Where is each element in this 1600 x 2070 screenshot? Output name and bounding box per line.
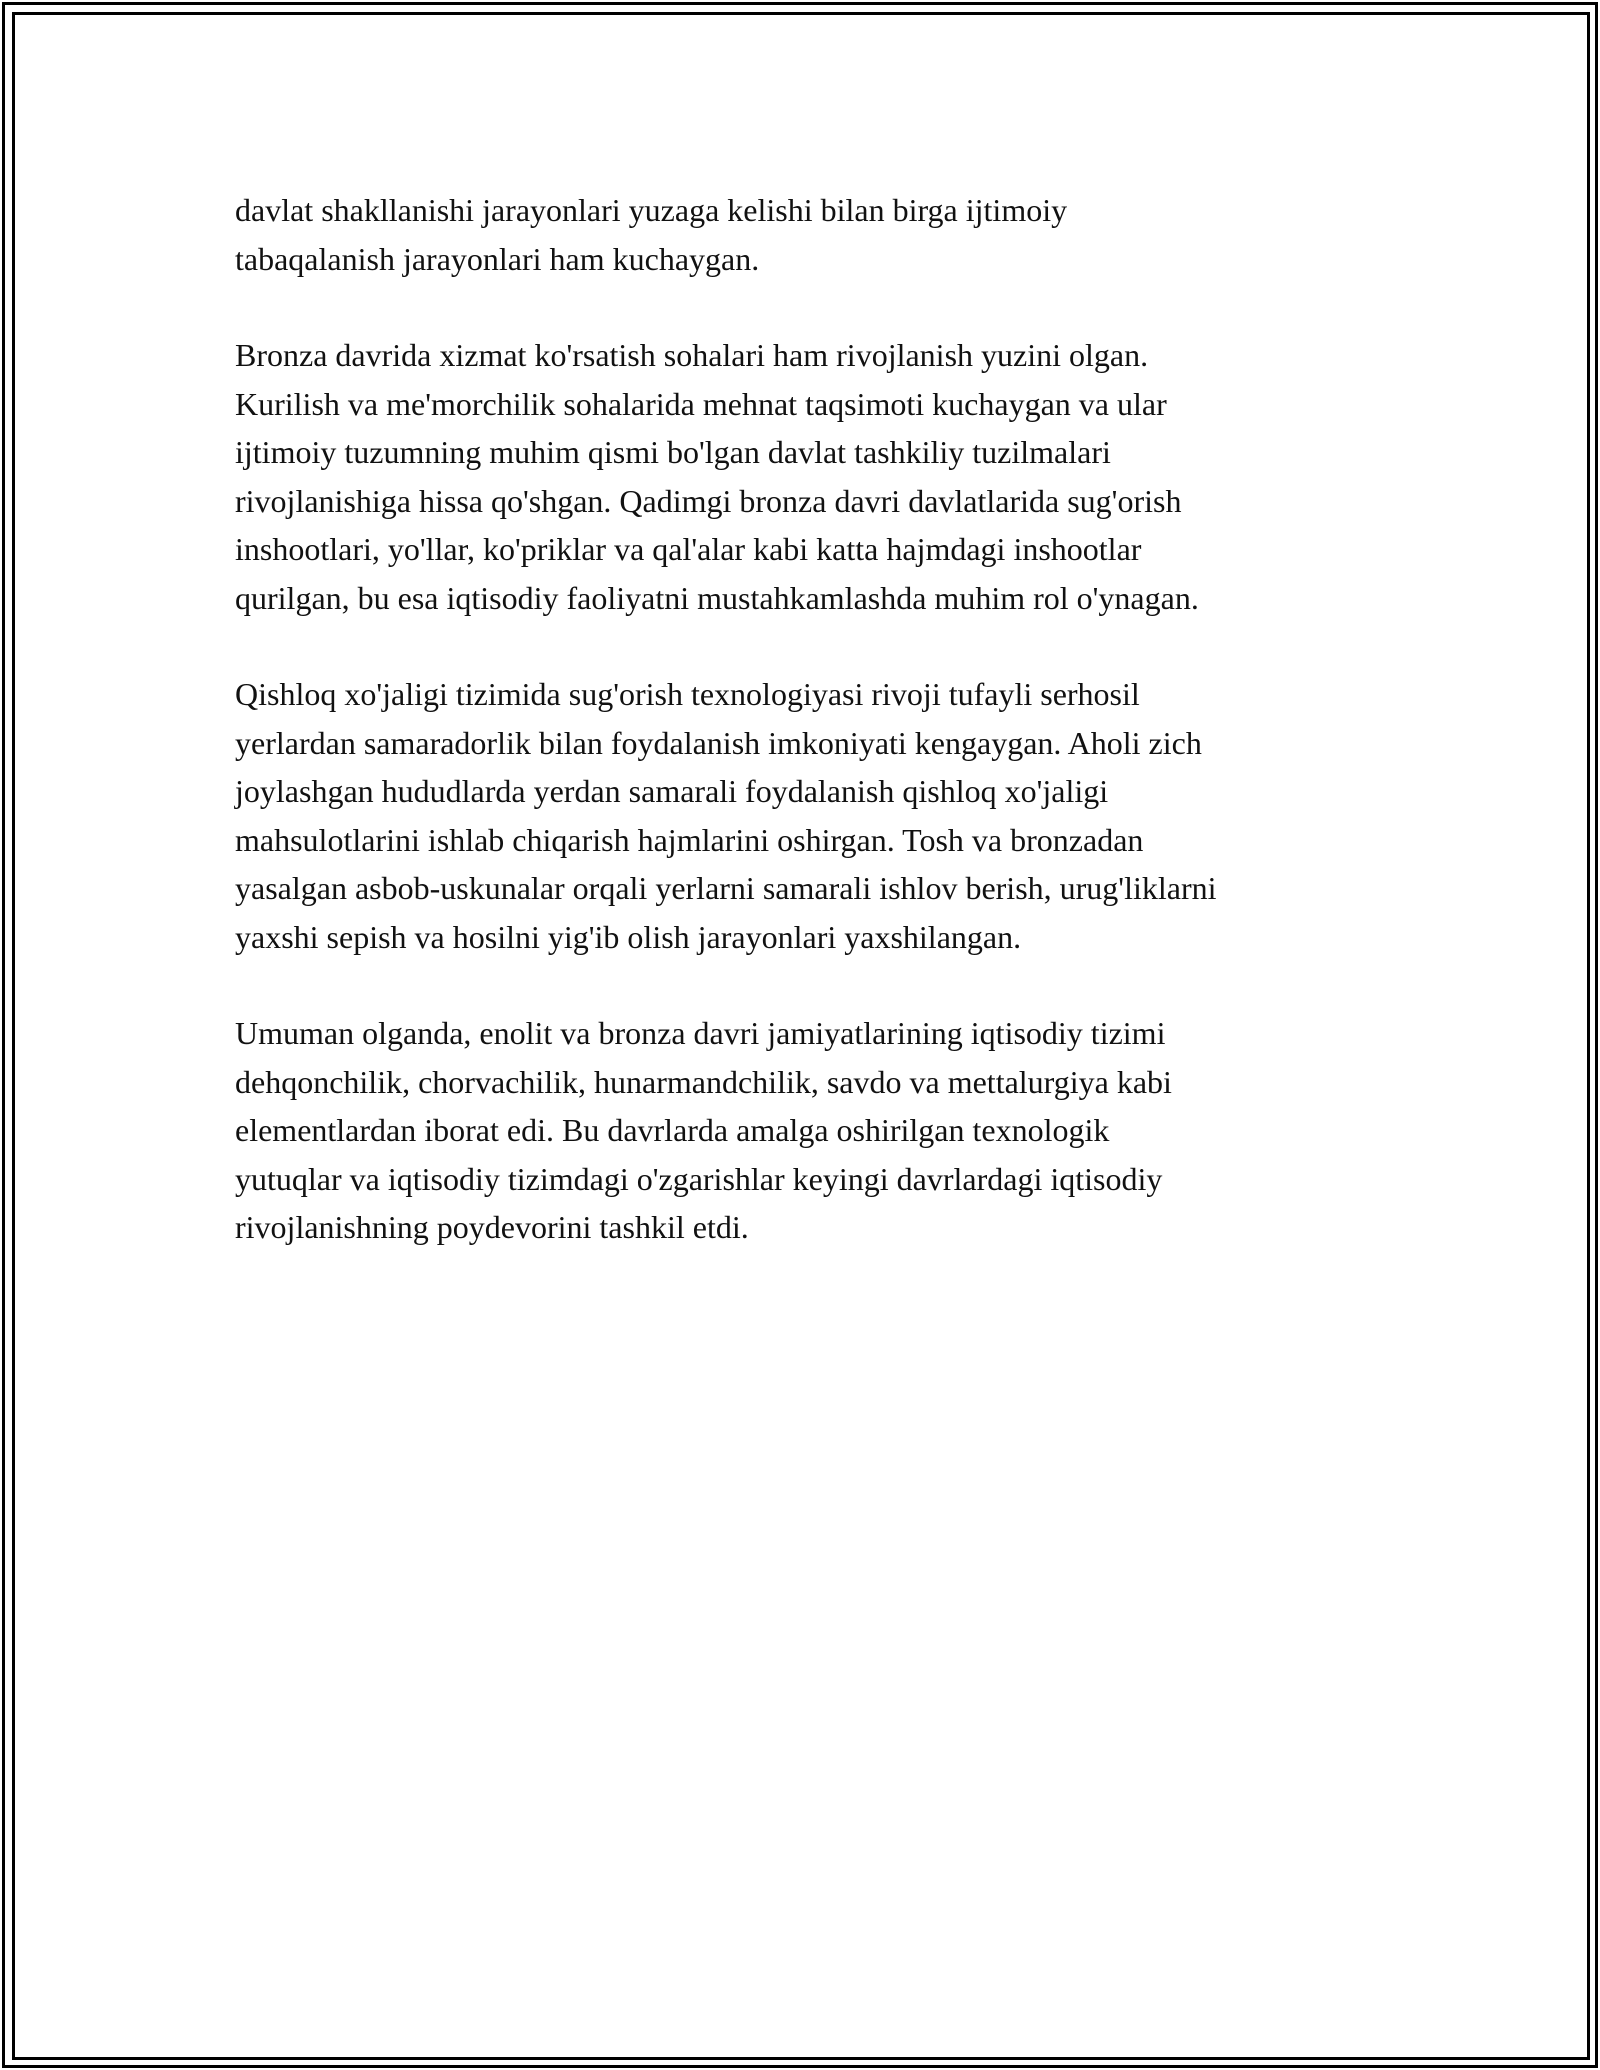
text-line: qurilgan, bu esa iqtisodiy faoliyatni mustahkamlashda muhim rol o'ynagan. bbox=[235, 579, 1199, 616]
document-body bbox=[235, 186, 1395, 1300]
text-line: elementlardan iborat edi. Bu davrlarda amalga oshirilgan texnologik bbox=[235, 1112, 1110, 1148]
text-line: tabaqalanish jarayonlari ham kuchaygan. bbox=[235, 240, 760, 277]
text-line: davlat shakllanishi jarayonlari yuzaga kelishi bilan birga ijtimoiy bbox=[235, 192, 1068, 228]
text-line: yasalgan asbob-uskunalar orqali yerlarni samarali ishlov berish, urug'liklarni bbox=[235, 870, 1217, 906]
text-line: mahsulotlarini ishlab chiqarish hajmlarini oshirgan. Tosh va bronzadan bbox=[235, 821, 1144, 858]
text-line: dehqonchilik, chorvachilik, hunarmandchilik, savdo va mettalurgiya kabi bbox=[235, 1063, 1172, 1100]
paragraph bbox=[235, 331, 1395, 622]
text-line: yerlardan samaradorlik bilan foydalanish imkoniyati kengaygan. Aholi zich bbox=[235, 724, 1202, 761]
text-line: inshootlari, yo'llar, ko'priklar va qal'alar kabi katta hajmdagi inshootlar bbox=[235, 531, 1142, 567]
text-line: Qishloq xo'jaligi tizimida sug'orish texnologiyasi rivoji tufayli serhosil bbox=[235, 676, 1140, 712]
text-line: Bronza davrida xizmat ko'rsatish sohalari ham rivojlanish yuzini olgan. bbox=[235, 337, 1149, 373]
text-line: rivojlanishiga hissa qo'shgan. Qadimgi bronza davri davlatlarida sug'orish bbox=[235, 482, 1182, 519]
text-line: yaxshi sepish va hosilni yig'ib olish jarayonlari yaxshilangan. bbox=[235, 918, 1022, 955]
text-line: rivojlanishning poydevorini tashkil etdi. bbox=[235, 1209, 749, 1245]
paragraph bbox=[235, 186, 1395, 283]
text-line: ijtimoiy tuzumning muhim qismi bo'lgan davlat tashkiliy tuzilmalari bbox=[235, 434, 1111, 470]
text-line: Kurilish va me'morchilik sohalarida mehnat taqsimoti kuchaygan va ular bbox=[235, 385, 1167, 422]
text-line: yutuqlar va iqtisodiy tizimdagi o'zgarishlar keyingi davrlardagi iqtisodiy bbox=[235, 1160, 1163, 1197]
text-line: Umuman olganda, enolit va bronza davri jamiyatlarining iqtisodiy tizimi bbox=[235, 1015, 1166, 1051]
paragraph bbox=[235, 670, 1395, 961]
paragraph bbox=[235, 1009, 1395, 1252]
text-line: joylashgan hududlarda yerdan samarali foydalanish qishloq xo'jaligi bbox=[235, 773, 1109, 809]
